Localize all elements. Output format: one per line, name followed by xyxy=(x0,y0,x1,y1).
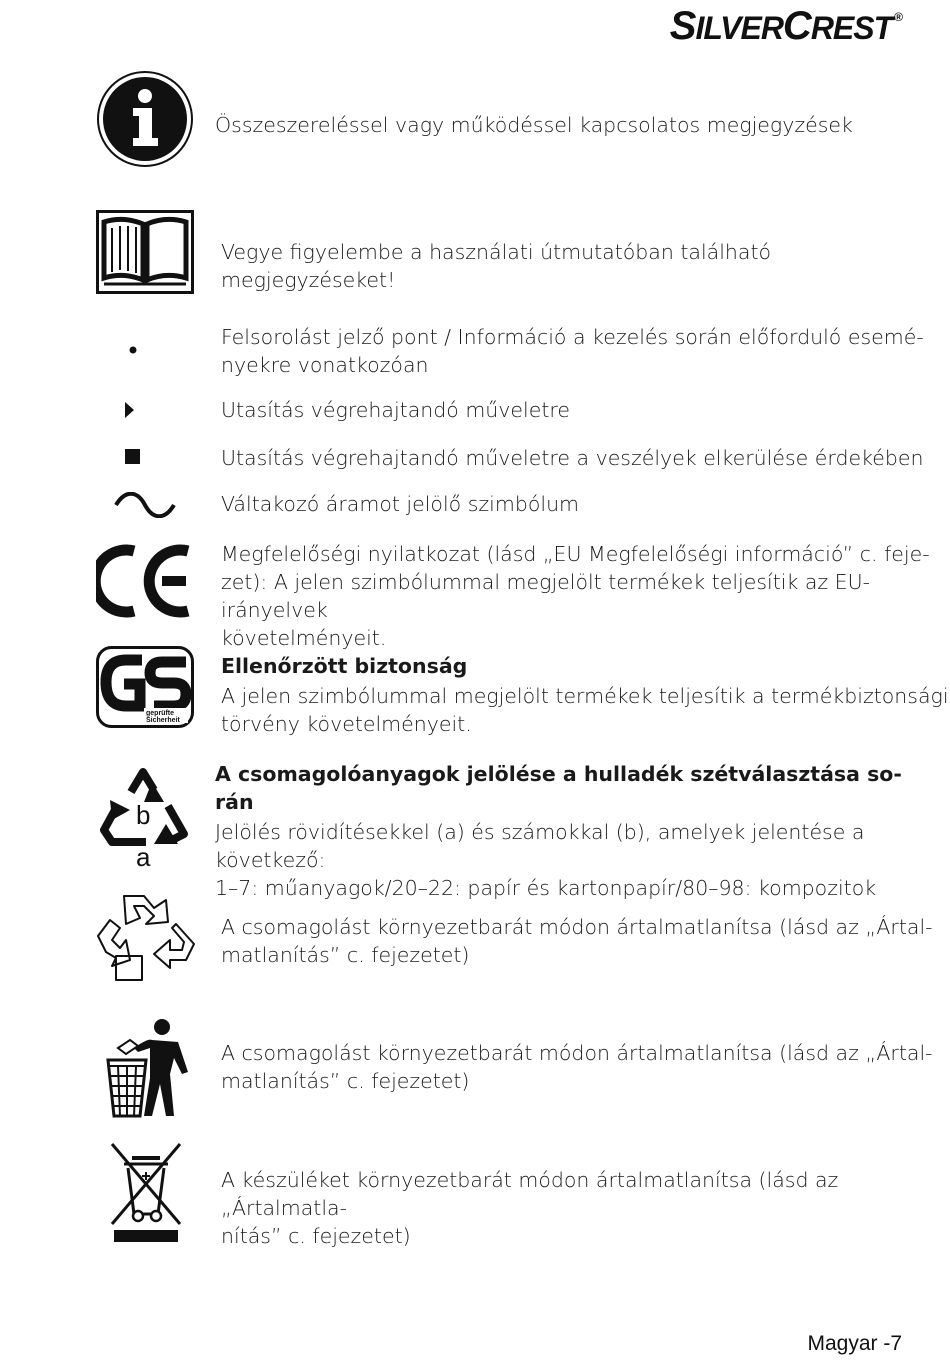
svg-text:geprüfte: geprüfte xyxy=(146,710,174,717)
tidyman-icon xyxy=(104,1018,188,1118)
item-text: Váltakozó áramot jelölő szimbólum xyxy=(221,492,580,516)
item-text: Felsorolást jelző pont / Információ a kezelés során előforduló esemé- nyekre vonatkozóan xyxy=(221,325,924,377)
item-text: Megfelelőségi nyilatkozat (lásd „EU Megfelelőségi információ” c. feje- zet): A jelen szimbólummal megjelölt termékek teljesítik az EU-irányelvek követelményeit. xyxy=(221,542,930,650)
item-text: Ellenőrzött biztonság A jelen szimbólummal megjelölt termékek teljesítik a termékbiztonsági törvény követelményeit. xyxy=(221,654,949,736)
item-heading: rán xyxy=(215,790,254,814)
item-text: Összeszereléssel vagy működéssel kapcsolatos megjegyzések xyxy=(215,113,853,137)
ac-wave-icon xyxy=(113,492,177,518)
item-text: A készüléket környezetbarát módon ártalmatlanítsa (lásd az „Ártalmatla- nítás” c. fejezetet) xyxy=(221,1168,839,1248)
manual-book-icon xyxy=(96,210,194,294)
black-square-icon xyxy=(125,449,140,464)
bullet-dot-icon xyxy=(129,346,137,354)
gs-mark-icon xyxy=(96,646,194,728)
item-text: A csomagolóanyagok jelölése a hulladék szétválasztása so- rán Jelölés rövidítésekkel (a) és számokkal (b), amelyek jelentése a következő: 1–7: műanyagok/20–22: papír és kartonpapír/80–98: kompozitok xyxy=(215,760,950,902)
item-text: A csomagolást környezetbarát módon ártalmatlanítsa (lásd az „Ártal- matlanítás” c. fejezetet) xyxy=(221,1041,933,1093)
item-heading: A csomagolóanyagok jelölése a hulladék szétválasztása so- xyxy=(215,762,902,786)
item-heading: Ellenőrzött biztonság xyxy=(221,654,468,678)
svg-text:b: b xyxy=(136,800,151,830)
recycle-icon xyxy=(96,894,196,986)
svg-text:a: a xyxy=(136,842,151,870)
info-icon xyxy=(96,70,194,168)
item-text: Vegye figyelembe a használati útmutatóban található megjegyzéseket! xyxy=(221,240,772,292)
item-text: Utasítás végrehajtandó műveletre a veszélyek elkerülése érdekében xyxy=(221,446,924,470)
item-text: Utasítás végrehajtandó műveletre xyxy=(221,398,570,422)
ce-mark-icon xyxy=(96,543,196,619)
recycling-code-icon xyxy=(98,762,192,870)
svg-text:Sicherheit: Sicherheit xyxy=(146,717,180,724)
item-text: A csomagolást környezetbarát módon ártalmatlanítsa (lásd az „Ártal- matlanítás” c. fejezetet) xyxy=(221,915,933,967)
page-number: Magyar -7 xyxy=(807,1332,902,1355)
triangle-arrow-icon xyxy=(125,402,135,418)
silvercrest-logo: SILVERCREST ® xyxy=(669,4,902,48)
weee-crossed-bin-icon xyxy=(110,1142,182,1244)
